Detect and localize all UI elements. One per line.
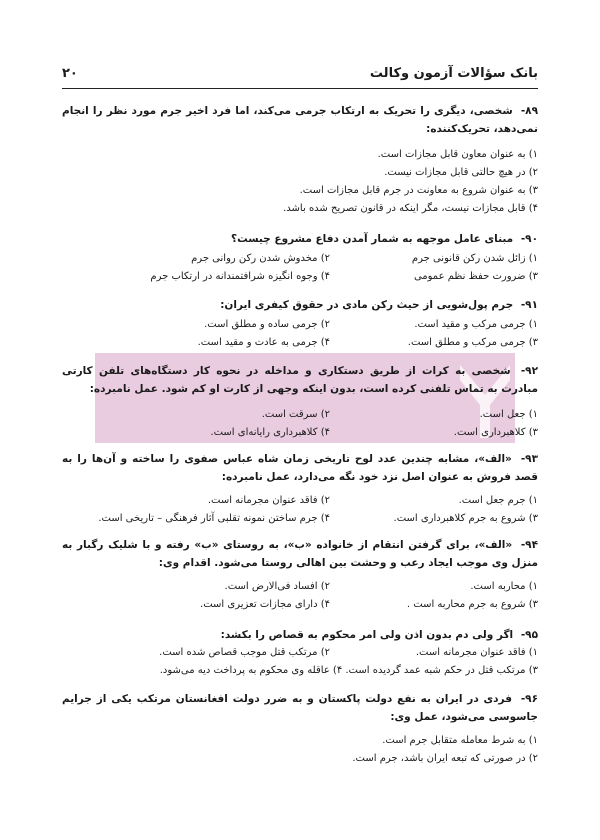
option: ۲) در صورتی که تبعه ایران باشد، جرم است. [352,753,538,764]
question-90: ۹۰- مبنای عامل موجهه به شمار آمدن دفاع مشروع چیست؟ [231,233,538,245]
question-93: ۹۳- «الف»، مشابه چندین عدد لوح تاریخی زمان شاه عباس صفوی را ساخته و آن‌ها را به قصد فروش به عنوان اصل نزد خود نگه می‌دارد، عمل نامبرده: [62,453,538,483]
question-96: ۹۶- فردی در ایران به نفع دولت پاکستان و به ضرر دولت افغانستان مرتکب یکی از جرایم جاسوسی می‌شود، عمل وی: [62,693,538,723]
question-89: ۸۹- شخصی، دیگری را تحریک به ارتکاب جرمی می‌کند، اما فرد اخیر جرم مورد نظر را انجام نمی‌دهد، تحریک‌کننده: [62,105,538,135]
option: ۴) جرم ساختن نمونه تقلبی آثار فرهنگی – تاریخی است. [98,513,330,524]
question-text: شخصی به کرات از طریق دستکاری و مداخله در نحوه کار دستگاه‌های تلفن کارتی مبادرت به تماس تلفنی کرده است، بدون اینکه وجهی از کارت او کم شود. عمل نامبرده: [62,365,538,395]
question-text: شخصی، دیگری را تحریک به ارتکاب جرمی می‌کند، اما فرد اخیر جرم مورد نظر را انجام نمی‌دهد، تحریک‌کننده: [62,105,538,135]
option: ۲) مخدوش شدن رکن روانی جرم [191,253,330,264]
option: ۲) مرتکب قتل موجب قصاص شده است. [159,647,330,658]
question-94: ۹۴- «الف»، برای گرفتن انتقام از خانواده «ب»، به روستای «ب» رفته و با شلیک رگبار به منزل وی موجب ایجاد رعب و وحشت بین اهالی روستا می‌شود. اقدام وی: [62,539,538,569]
question-text: اگر ولی دم بدون اذن ولی امر محکوم به قصاص را بکشد: [220,629,514,641]
option: ۲) افساد فی‌الارض است. [224,581,330,592]
question-95: ۹۵- اگر ولی دم بدون اذن ولی امر محکوم به قصاص را بکشد: [220,629,538,641]
option: ۲) جرمی ساده و مطلق است. [204,319,330,330]
option: ۱) زائل شدن رکن قانونی جرم [411,253,538,264]
option: ۱) به شرط معامله متقابل جرم است. [382,735,538,746]
page-number: ۲۰ [62,66,78,81]
option: ۱) فاقد عنوان مجرمانه است. [415,647,538,658]
option: ۳) جرمی مرکب و مطلق است. [407,337,538,348]
option: ۳) شروع به جرم محاربه است . [406,599,538,610]
option: ۳) به عنوان شروع به معاونت در جرم قابل مجازات است. [299,185,538,196]
question-text: مبنای عامل موجهه به شمار آمدن دفاع مشروع چیست؟ [231,233,514,245]
question-91: ۹۱- جرم پول‌شویی از حیث رکن مادی در حقوق کیفری ایران: [220,299,538,311]
option: ۱) جرم جعل است. [458,495,538,506]
option: ۱) به عنوان معاون قابل مجازات است. [377,149,538,160]
option: ۳) شروع به جرم کلاهبرداری است. [393,513,538,524]
option: ۲) در هیچ حالتی قابل مجازات نیست. [384,167,538,178]
option: ۳) مرتکب قتل در حکم شبه عمد گردیده است. ۴) عاقله وی محکوم به پرداخت دیه می‌شود. [159,665,538,676]
option: ۴) وجوه انگیزه شرافتمندانه در ارتکاب جرم [150,271,330,282]
question-text: جرم پول‌شویی از حیث رکن مادی در حقوق کیفری ایران: [220,299,514,311]
option: ۲) فاقد عنوان مجرمانه است. [207,495,330,506]
question-92: ۹۲- شخصی به کرات از طریق دستکاری و مداخله در نحوه کار دستگاه‌های تلفن کارتی مبادرت به تماس تلفنی کرده است، بدون اینکه وجهی از کارت او کم شود. عمل نامبرده: [62,365,538,395]
option: ۱) جعل است. [479,409,538,420]
option: ۴) کلاهبرداری رایانه‌ای است. [210,427,330,438]
option: ۳) ضرورت حفظ نظم عمومی [413,271,538,282]
question-text: «الف»، برای گرفتن انتقام از خانواده «ب»، به روستای «ب» رفته و با شلیک رگبار به منزل وی موجب ایجاد رعب و وحشت بین اهالی روستا می‌شود. اقدام وی: [62,539,538,569]
header-title: بانک سؤالات آزمون وکالت [369,66,538,81]
option: ۱) جرمی مرکب و مقید است. [414,319,538,330]
question-text: «الف»، مشابه چندین عدد لوح تاریخی زمان شاه عباس صفوی را ساخته و آن‌ها را به قصد فروش به عنوان اصل نزد خود نگه می‌دارد، عمل نامبرده: [62,453,538,483]
page-header [62,62,538,89]
option: ۲) سرقت است. [261,409,330,420]
option: ۴) دارای مجازات تعزیری است. [200,599,330,610]
option: ۱) محاربه است. [470,581,538,592]
option: ۴) جرمی به عادت و مقید است. [197,337,330,348]
option: ۳) کلاهبرداری است. [453,427,538,438]
question-text: فردی در ایران به نفع دولت پاکستان و به ضرر دولت افغانستان مرتکب یکی از جرایم جاسوسی می‌شود، عمل وی: [62,693,538,723]
option: ۴) قابل مجازات نیست، مگر اینکه در قانون تصریح شده باشد. [283,203,538,214]
